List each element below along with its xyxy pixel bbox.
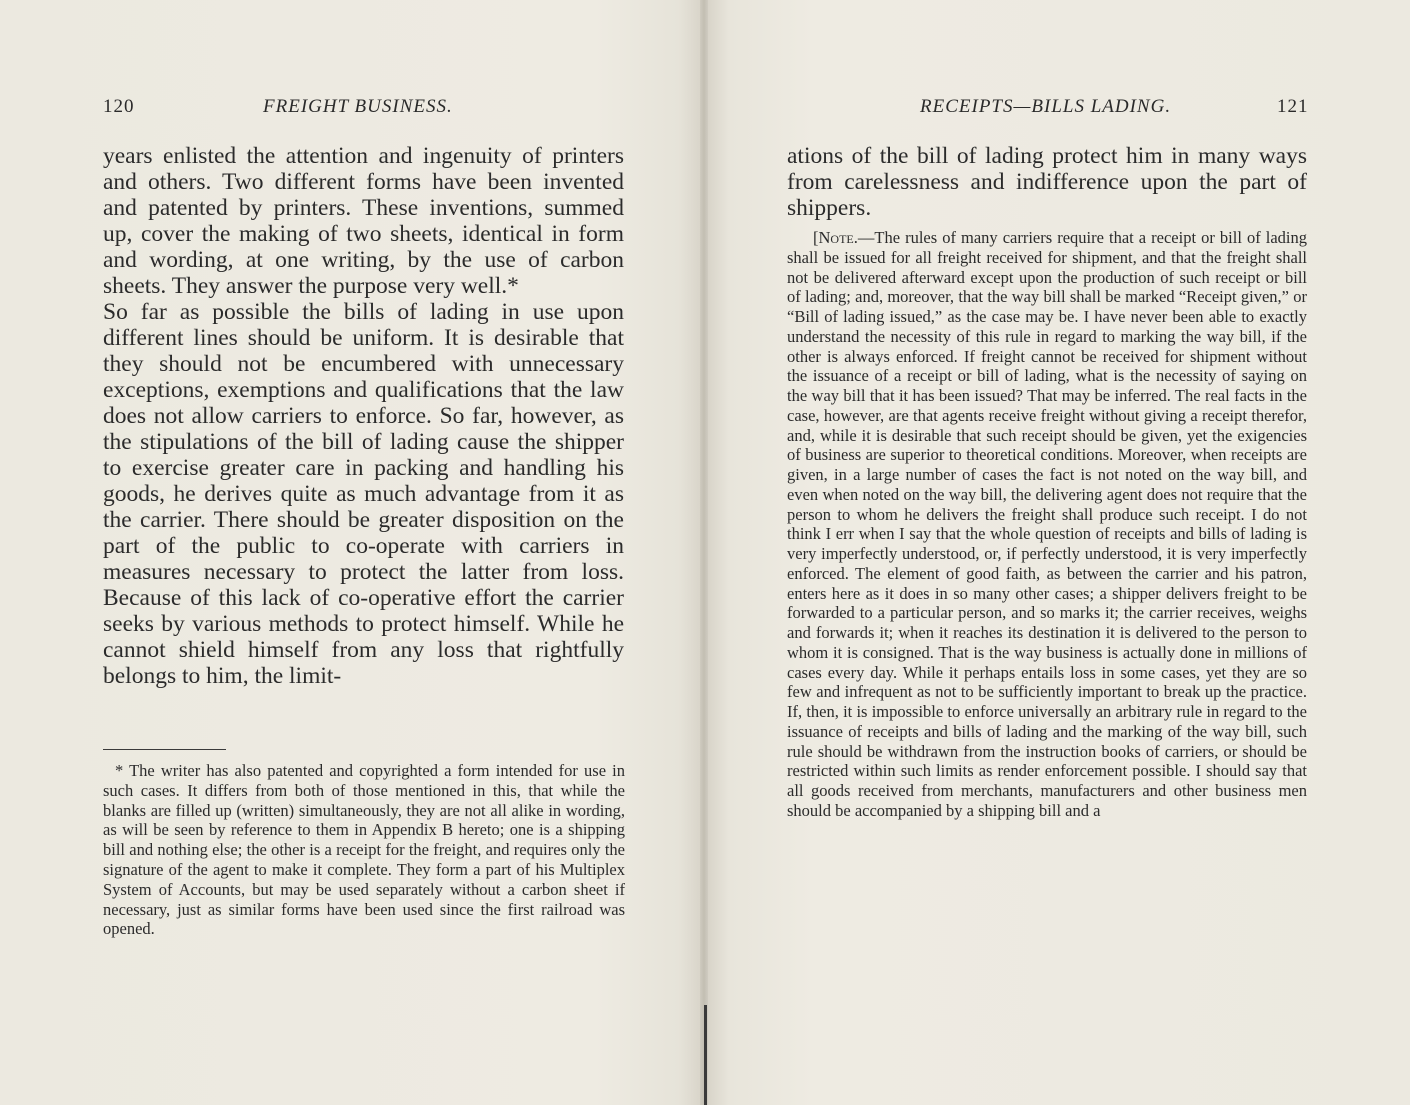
running-head-right: RECEIPTS—BILLS LADING. <box>920 96 1172 117</box>
left-page <box>0 0 700 1105</box>
page-number-left: 120 <box>103 96 135 117</box>
paragraph: ations of the bill of lading protect him in many ways from carelessness and indifference upon the part of shippers. <box>787 143 1307 221</box>
paragraph: So far as possible the bills of lading in use upon different lines should be uniform. It is desirable that they should not be encumbered with unnecessary exceptions, exemptions and qualifications that the law does not allow carriers to enforce. So far, however, as the stipulations of the bill of lading cause the shipper to exercise greater care in packing and handling his goods, he derives quite as much advantage from it as the carrier. There should be greater disposition on the part of the public to co-operate with carriers in measures necessary to protect the latter from loss. Because of this lack of co-operative effort the carrier seeks by various methods to protect himself. While he cannot shield himself from any loss that rightfully belongs to him, the limit- <box>103 299 624 689</box>
running-head-left: FREIGHT BUSINESS. <box>263 96 453 117</box>
gutter-shadow <box>704 1005 707 1105</box>
page-number-right: 121 <box>1277 96 1309 117</box>
main-text-right <box>787 143 1307 221</box>
paragraph: years enlisted the attention and ingenuity of printers and others. Two different forms have been invented and patented by printers. These inventions, summed up, cover the making of two sheets, identical in form and wording, at one writing, by the use of carbon sheets. They answer the purpose very well.* <box>103 143 624 299</box>
note-label: [Note. <box>813 228 858 247</box>
footnote-rule <box>103 749 226 750</box>
note-block <box>787 228 1307 821</box>
book-gutter <box>700 0 708 1105</box>
footnote: * The writer has also patented and copyrighted a form intended for use in such cases. It differs from both of those mentioned in this, that while the blanks are filled up (written) simultaneously, they are not all alike in wording, as will be seen by reference to them in Appendix B hereto; one is a shipping bill and nothing else; the other is a receipt for the freight, and requires only the signature of the agent to make it complete. They form a part of his Multiplex System of Accounts, but may be used separately without a carbon sheet if necessary, just as similar forms have been used since the first railroad was opened. <box>103 761 625 939</box>
note-text: —The rules of many carriers require that a receipt or bill of lading shall be issued for all freight received for shipment, and that the freight shall not be delivered afterward except upon the production of such receipt or bill of lading; and, moreover, that the way bill shall be marked “Receipt given,” or “Bill of lading issued,” as the case may be. I have never been able to exactly understand the necessity of this rule in regard to marking the way bill, if the other is always enforced. If freight cannot be received for shipment without the issuance of a receipt or bill of lading, what is the necessity of saying on the way bill that it has been issued? That may be inferred. The real facts in the case, however, are that agents receive freight without giving a receipt therefor, and, while it is desirable that such receipt should be given, yet the exigencies of business are superior to theoretical conditions. Moreover, when receipts are given, in a large number of cases the fact is not noted on the way bill, and even when noted on the way bill, the delivering agent does not require that the person to whom he delivers the freight shall produce such receipt. I do not think I err when I say that the whole question of receipts and bills of lading is very imperfectly understood, or, if perfectly understood, it is very imperfectly enforced. The element of good faith, as between the carrier and his patron, enters here as it does in so many other cases; a shipper delivers freight to be forwarded to a particular person, and so marks it; the carrier receives, weighs and forwards it; when it reaches its destination it is delivered to the person to whom it is consigned. That is the way business is actually done in millions of cases every day. While it perhaps entails loss in some cases, yet they are so few and infrequent as not to be sufficiently important to break up the practice. If, then, it is impossible to enforce universally an arbitrary rule in regard to the issuance of receipts and bills of lading and the marking of the way bill, such rule should be withdrawn from the instruction books of carriers, or should be restricted within such limits as render enforcement possible. I should say that all goods received from merchants, manufacturers and other business men should be accompanied by a shipping bill and a <box>787 228 1307 820</box>
main-text-left <box>103 143 624 689</box>
